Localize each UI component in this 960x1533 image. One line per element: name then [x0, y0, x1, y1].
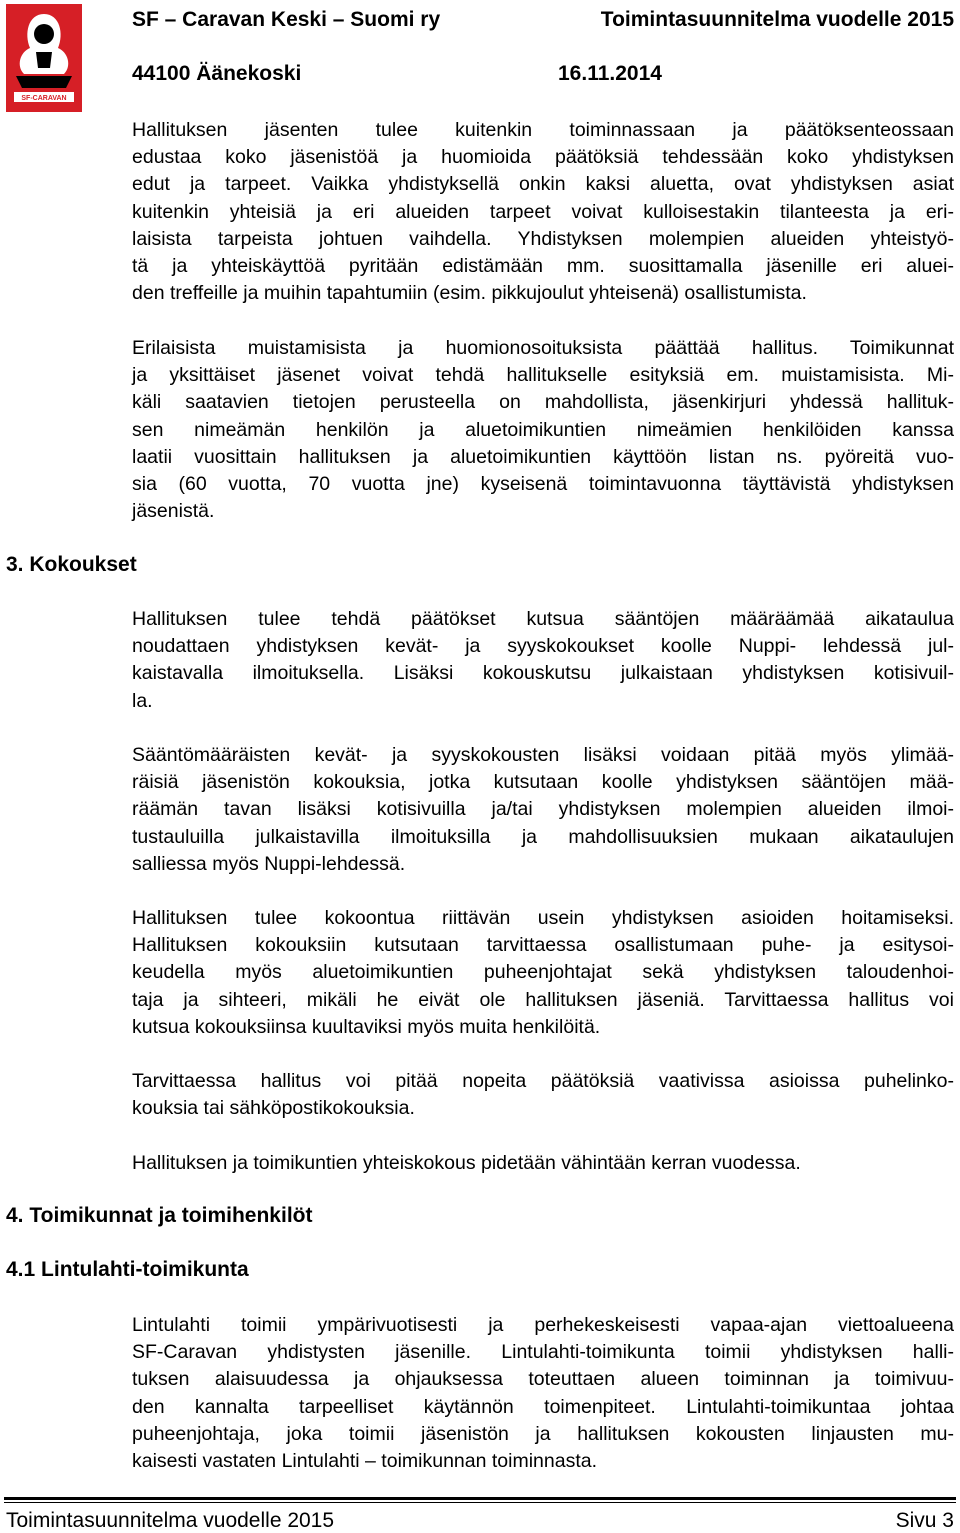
section-heading-kokoukset: 3. Kokoukset [6, 553, 137, 576]
text-line: ja yksittäiset jäsenet voivat tehdä hallitukselle esityksiä em. muistamisista. Mi- [132, 364, 954, 387]
sf-caravan-logo [6, 4, 82, 112]
text-line: Hallituksen tulee kokoontua riittävän usein yhdistyksen asioiden hoitamiseksi. [132, 907, 954, 929]
paragraph-kokouskutsu [132, 606, 954, 715]
document-date: 16.11.2014 [558, 62, 662, 85]
text-line: laisista tarpeista johtuen vaihdella. Yhdistyksen molempien alueiden yhteistyö- [132, 227, 954, 250]
paragraph-lintulahti [132, 1312, 954, 1475]
text-line: kuitenkin yhteisiä ja eri alueiden tarpeet voivat kulloisestakin tilanteesta ja eri- [132, 200, 954, 223]
paragraph-muistamiset [132, 335, 954, 525]
page-number: Sivu 3 [895, 1509, 954, 1532]
text-line: la. [132, 689, 153, 712]
text-line: Hallituksen tulee tehdä päätökset kutsua sääntöjen määräämää aikataulua [132, 608, 954, 630]
paragraph-puhelinkokoukset [132, 1068, 954, 1122]
text-line: den kannalta tarpeelliset käytännön toimenpiteet. Lintulahti-toimikuntaa johtaa [132, 1395, 954, 1418]
text-line: kaistavalla ilmoituksella. Lisäksi kokouskutsu julkaistaan yhdistyksen kotisivuil- [132, 662, 954, 685]
paragraph-hallituksen-kokoukset [132, 905, 954, 1041]
org-name: SF – Caravan Keski – Suomi ry [132, 8, 441, 31]
text-line: Hallituksen kokouksiin kutsutaan tarvittaessa osallistumaan puhe- ja esitysoi- [132, 934, 954, 957]
text-line: sia (60 vuotta, 70 vuotta jne) kyseisenä toimintavuonna täyttävistä yhdistyksen [132, 472, 954, 495]
paragraph-ylimaaraiset [132, 742, 954, 878]
text-line: räisiä jäsenistön kokouksia, jotka kutsutaan koolle yhdistyksen sääntöjen mää- [132, 771, 954, 794]
text-line: Hallituksen jäsenten tulee kuitenkin toiminnassaan ja päätöksenteossaan [132, 119, 954, 141]
text-line: noudattaen yhdistyksen kevät- ja syyskokoukset koolle Nuppi- lehdessä jul- [132, 635, 954, 658]
section-heading-toimikunnat: 4. Toimikunnat ja toimihenkilöt [6, 1204, 313, 1227]
text-line: Lintulahti toimii ympärivuotisesti ja perhekeskeisesti vapaa-ajan viettoalueena [132, 1314, 954, 1336]
svg-text:SF-CARAVAN: SF-CARAVAN [21, 95, 67, 102]
text-line: den treffeille ja muihin tapahtumiin (esim. pikkujoulut yhteisenä) osallistumista. [132, 282, 807, 305]
text-line: kutsua kokouksiinsa kuultaviksi myös muita henkilöitä. [132, 1015, 601, 1038]
text-line: puheenjohtaja, joka toimii jäsenistön ja hallituksen kokousten linjausten mu- [132, 1422, 954, 1445]
text-line: keudella myös aluetoimikuntien puheenjohtajat sekä yhdistyksen taloudenhoi- [132, 961, 954, 984]
footer-rule-thick [4, 1497, 956, 1500]
text-line: SF-Caravan yhdistysten jäsenille. Lintulahti-toimikunta toimii yhdistyksen halli- [132, 1341, 954, 1364]
text-line: edut ja tarpeet. Vaikka yhdistyksellä onkin kaksi aluetta, ovat yhdistyksen asiat [132, 173, 954, 196]
text-line: laatii vuosittain hallituksen ja aluetoimikuntien käyttöön listan ns. pyöreitä vuo- [132, 445, 954, 468]
footer-title: Toimintasuunnitelma vuodelle 2015 [6, 1509, 335, 1532]
text-line: jäsenistä. [132, 500, 215, 523]
text-line: tä ja yhteiskäyttöä pyritään edistämään mm. suosittamalla jäsenille eri aluei- [132, 254, 954, 277]
text-line: Hallituksen ja toimikuntien yhteiskokous pidetään vähintään kerran vuodessa. [132, 1152, 801, 1174]
text-line: tuksen alaisuudessa ja ohjauksessa toteuttaen alueen toiminnan ja toimivuu- [132, 1368, 954, 1391]
text-line: taja ja sihteeri, mikäli he eivät ole hallituksen jäseniä. Tarvittaessa hallitus voi [132, 988, 954, 1011]
text-line: Erilaisista muistamisista ja huomionosoituksista päättää hallitus. Toimikunnat [132, 337, 954, 359]
text-line: räämän tavan lisäksi kotisivuilla ja/tai yhdistyksen molempien alueiden ilmoi- [132, 798, 954, 821]
text-line: tustauluilla julkaistavilla ilmoituksilla ja mahdollisuuksien mukaan aikataulujen [132, 825, 954, 848]
postal-address: 44100 Äänekoski [132, 62, 302, 85]
document-title: Toimintasuunnitelma vuodelle 2015 [600, 8, 954, 31]
text-line: edustaa koko jäsenistöä ja huomioida päätöksiä tehdessään koko yhdistyksen [132, 146, 954, 169]
paragraph-hallitus-jasenet [132, 117, 954, 307]
text-line: sen nimeämän henkilön ja aluetoimikuntien nimeämien henkilöiden kanssa [132, 418, 954, 441]
text-line: kouksia tai sähköpostikokouksia. [132, 1097, 415, 1120]
text-line: Tarvittaessa hallitus voi pitää nopeita päätöksiä vaativissa asioissa puhelinko- [132, 1070, 954, 1092]
paragraph-yhteiskokous [132, 1150, 954, 1177]
section-heading-lintulahti: 4.1 Lintulahti-toimikunta [6, 1258, 249, 1281]
text-line: käli saatavien tietojen perusteella on mahdollista, jäsenkirjuri yhdessä hallituk- [132, 391, 954, 414]
text-line: kaisesti vastaten Lintulahti – toimikunnan toiminnasta. [132, 1449, 598, 1472]
text-line: salliessa myös Nuppi-lehdessä. [132, 852, 406, 875]
footer-rule-thin [4, 1502, 956, 1503]
text-line: Sääntömääräisten kevät- ja syyskokousten lisäksi voidaan pitää myös ylimää- [132, 744, 954, 766]
